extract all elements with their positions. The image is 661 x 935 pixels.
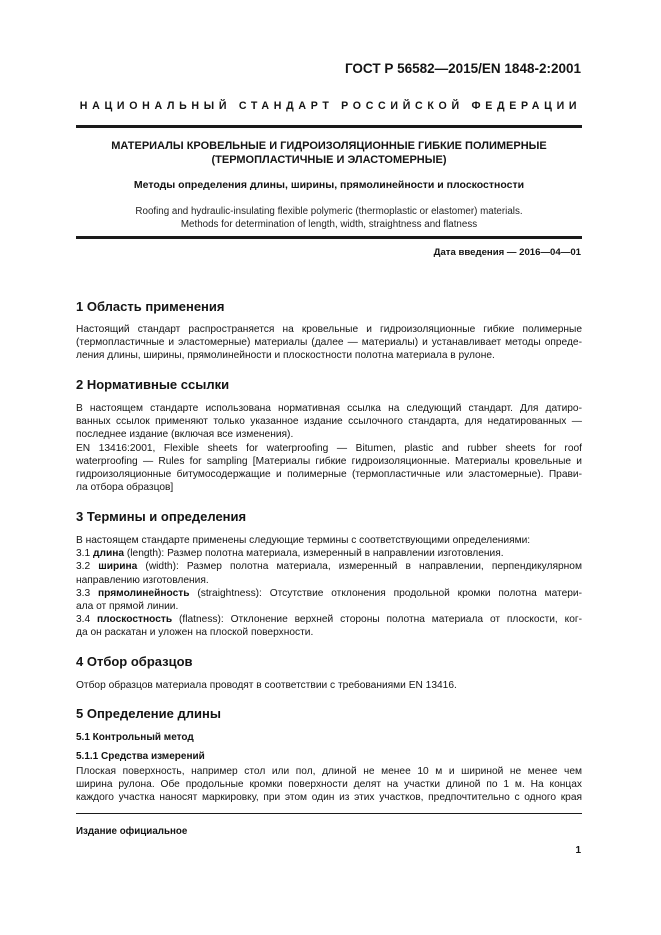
term-3-4-cont: да он раскатан и уложен на плоской поверхности. [76,627,314,639]
introduction-date: Дата введения — 2016—04—01 [433,247,581,258]
text-line: Отбор образцов материала проводят в соответствии с требованиями EN 13416. [76,680,457,691]
section-5-text [76,765,582,805]
text-line: В настоящем стандарте применены следующие термины с соответствующими определениями: [76,535,531,546]
subsection-5-1-heading: 5.1 Контрольный метод [76,732,194,743]
title-divider [76,236,582,239]
english-title-line-2: Methods for determination of length, width, straightness and flatness [180,219,478,230]
section-2-text [76,402,582,494]
section-2-heading: 2 Нормативные ссылки [76,377,230,392]
text-line: последнее издание (включая все изменения). [76,429,294,441]
english-title-line-1: Roofing and hydraulic-insulating flexible polymeric (thermoplastic or elastomer) materials. [135,206,523,217]
section-1-heading: 1 Область применения [76,299,225,314]
text-line: каждого участка наносят маркировку, при этом один из этих участков, предпочтительно с одного края [76,792,582,804]
section-5-heading: 5 Определение длины [76,706,221,721]
text-line: Плоская поверхность, например стол или пол, длиной не менее 10 м и шириной не менее чем [76,766,582,777]
text-line: В настоящем стандарте использована нормативная ссылка на следующий стандарт. Для датиро- [76,403,582,414]
term-3-2: 3.2 ширина (width): Размер полотна материала, измеренный в направлении, перпендикулярном [76,561,582,573]
section-4-heading: 4 Отбор образцов [76,654,193,669]
national-standard-banner: НАЦИОНАЛЬНЫЙ СТАНДАРТ РОССИЙСКОЙ ФЕДЕРАЦИИ [79,100,582,112]
page-number: 1 [575,845,581,856]
text-line: ванных ссылок применяют только указанное издание ссылочного стандарта, для недатированных — [76,416,582,428]
footer-divider [76,813,582,814]
section-4-text [76,679,582,692]
top-divider [76,125,582,128]
section-1-text [76,323,582,363]
subsection-5-1-1-heading: 5.1.1 Средства измерений [76,751,205,762]
text-line: (термопластичные и эластомерные) материалы (далее — материалы) и устанавливает методы опреде- [76,337,582,349]
term-3-3-cont: ала от прямой линии. [76,600,179,612]
title-line-1: МАТЕРИАЛЫ КРОВЕЛЬНЫЕ И ГИДРОИЗОЛЯЦИОННЫЕ ГИБКИЕ ПОЛИМЕРНЫЕ [111,140,547,152]
text-line: EN 13416:2001, Flexible sheets for waterproofing — Bitumen, plastic and rubber sheets for roof [76,442,582,454]
term-3-3: 3.3 прямолинейность (straightness): Отсутствие отклонения продольной кромки полотна матери- [76,587,582,599]
text-line: ла отбора образцов] [76,482,174,494]
text-line: ления длины, ширины, прямолинейности и плоскостности полотна материала в рулоне. [76,350,495,362]
text-line: Настоящий стандарт распространяется на кровельные и гидроизоляционные гибкие полимерные [76,324,582,335]
text-line: ширина рулона. Обе продольные кромки поверхности делят на участки длиной по 1 м. На концах [76,779,582,791]
document-number: ГОСТ Р 56582—2015/EN 1848-2:2001 [344,61,581,76]
section-3-text [76,534,582,640]
term-3-2-cont: направлению изготовления. [76,574,209,586]
title-line-2: (ТЕРМОПЛАСТИЧНЫЕ И ЭЛАСТОМЕРНЫЕ) [211,154,447,166]
text-line: waterproofing — Rules for sampling [Материалы гибкие гидроизоляционные. Материалы кровельные и [76,455,582,467]
text-line: гидроизоляционные битумосодержащие и полимерные (термопластичные или эластомерные). Прави- [76,468,582,480]
term-3-1: 3.1 длина (length): Размер полотна материала, измеренный в направлении изготовления. [76,548,504,560]
section-3-heading: 3 Термины и определения [76,509,247,524]
official-edition-label: Издание официальное [76,826,188,837]
document-subtitle: Методы определения длины, ширины, прямолинейности и плоскостности [133,179,525,191]
term-3-4: 3.4 плоскостность (flatness): Отклонение верхней стороны полотна материала от плоскости, ког- [76,614,582,626]
document-title [76,139,582,167]
english-title [76,205,582,231]
